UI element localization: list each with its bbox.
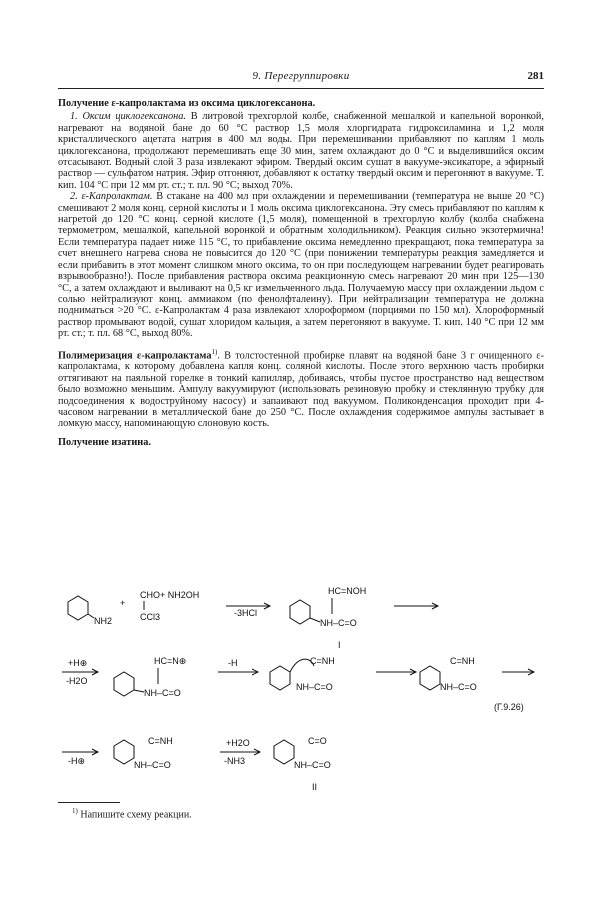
c-nh-label-3: C=NH: [148, 736, 173, 746]
ring-iminoisatin: [114, 740, 134, 764]
nh2oh-label: + NH2OH: [160, 590, 200, 600]
nh-co-label-1: NH–C=O: [320, 618, 357, 628]
header-rule: [58, 88, 544, 89]
c-o-label: C=O: [308, 736, 327, 746]
oxime-text: В литровой трехгорлой колбе, снабженной мешалкой и капельной воронкой, нагревают на водяной бане до 60 °C раствор 1,5 моля хлоргидрата гидроксиламина и 1,2 моля кристаллического ацетата натрия в 400 мл воды. При перемешивании прибавляют по каплям 1 моль циклогексанона, продолжают перемешивать еще 30 мин, затем охлаждают до 0 °C и выделившийся оксим отсасывают. Водный слой 3 раза извлекают эфиром. Твердый оксим сушат в вакууме-эксикаторе, а эфирный раствор — сульфатом натрия. Эфир отгоняют, добавляют к остатку твердый оксим и перегоняют в вакууме. Т. кип. 104 °C при 12 мм рт. ст.; т. пл. 90 °C; выход 70%.: [58, 111, 544, 191]
plus-h2o-label: +H2O: [226, 738, 250, 748]
caprolactam-label: 2. ε-Капролактам.: [70, 191, 153, 203]
polymerization-title: Полимеризация ε-капролактама: [58, 349, 212, 361]
compound-I-label: I: [338, 640, 341, 650]
nh-co-label-3: NH–C=O: [296, 682, 333, 692]
hc-noh-label: HC=NOH: [328, 586, 367, 596]
paragraph-caprolactam: [58, 191, 544, 339]
phenyl-ring-2: [114, 672, 134, 696]
section-title-isatin: Получение изатина.: [58, 436, 151, 448]
cho-label: CHO: [140, 590, 160, 600]
nh-co-label-6: NH–C=O: [294, 760, 331, 770]
aniline-ring: [68, 596, 88, 620]
equation-label: (Г.9.26): [494, 702, 524, 712]
svg-text:+: +: [120, 598, 126, 608]
minus-nh3-label: -NH3: [224, 756, 246, 766]
footnote-text: Напишите схему реакции.: [80, 809, 192, 821]
footnote-rule: [58, 802, 120, 803]
minus-3hcl-label: -3HCl: [234, 608, 258, 618]
nh2-label: NH2: [94, 616, 113, 626]
nh-co-label-2: NH–C=O: [144, 688, 181, 698]
minus-h-plus-label: -H⊕: [68, 756, 86, 766]
ring-intermediate-1: [270, 666, 290, 690]
minus-h-label: -H: [228, 658, 238, 668]
nh-co-label-4: NH–C=O: [440, 682, 477, 692]
polymerization-text: . В толстостенной пробирке плавят на водяной бане 3 г очищенного ε-капролактама, к которому добавлена капля конц. соляной кислоты. После этого верхнюю часть пробирки оттягивают на паяльной горелке в тонкий капилляр, добиваясь, чтобы пустое пространство над веществом было возможно меньшим. Ампулу вакуумируют (использовать резиновую пробку и стеклянную трубку для подсоединения к водоструйному насосу) и запаивают под вакуумом. Поликонденсация проходит при 4-часовом нагревании в металлической бане до 250 °C. После охлаждения содержимое ампулы застывает в ломкую массу, напоминающую слоновую кость.: [58, 349, 545, 430]
phenyl-ring-1: [290, 600, 310, 624]
ring-isatin: [274, 740, 294, 764]
nh-co-label-5: NH–C=O: [134, 760, 171, 770]
isatin-synthesis-scheme: [58, 586, 544, 800]
plus-h-label: +H⊕: [68, 658, 88, 668]
footnote: [72, 807, 192, 820]
paragraph-oxime: [58, 111, 544, 191]
section-title-caprolactam: Получение ε-капролактама из оксима циклогексанона.: [58, 98, 316, 109]
oxime-label: 1. Оксим циклогексанона.: [70, 111, 187, 123]
footnote-mark: 1): [72, 807, 78, 815]
page-number: 281: [527, 70, 544, 82]
running-title: 9. Перегруппировки: [252, 70, 350, 82]
reaction-scheme: [58, 586, 544, 800]
footnote-ref: 1): [211, 347, 218, 356]
compound-II-label: II: [312, 782, 318, 792]
paragraph-polymerization: [58, 347, 544, 430]
minus-h2o-label: -H2O: [66, 676, 88, 686]
ring-intermediate-2: [420, 666, 440, 690]
page-body: [58, 98, 544, 450]
page-header: [58, 70, 544, 86]
caprolactam-text: В стакане на 400 мл при охлаждении и перемешивании (температура не выше 20 °C) смешивают 2 моля конц. серной кислоты и 1 моль оксима циклогексанона. Эту смесь прибавляют по каплям к нагретой до 120 °C конц. серной кислоте (1,5 моля), помещенной в трехгорлую колбу (колба снабжена термометром, мешалкой, капельной воронкой и обратным холодильником). Реакция сильно экзотермична! Если температура падает ниже 115 °C, то прибавление оксима немедленно прекращают, пока температура за счет внешнего нагрева снова не повысится до 120 °C (при понижении температуры реакция замедляется и если прибавить в этот момент слишком много оксима, то он при последующем нагревании будет реагировать взрывообразно!). После прибавления раствора оксима реакционную смесь нагревают 20 мин при 125—130 °C, а затем охлаждают и выливают на 0,5 кг измельченного льда. Получаемую массу при охлаждении льдом с солью нейтрализуют конц. аммиаком (по фенолфталеину). При нейтрализации температура не должна подниматься >20 °C. ε-Капролактам 4 раза извлекают хлороформом (порциями по 150 мл). Хлороформный раствор промывают водой, сушат хлоридом кальция, а затем перегоняют в вакууме. Т. кип. 140 °C при 12 мм рт. ст.; т. пл. 68 °C, выход 80%.: [58, 191, 545, 340]
hc-n-plus-label: HC=N⊕: [154, 656, 187, 666]
c-nh-label-1: C=NH: [310, 656, 335, 666]
ccl3-label: CCl3: [140, 612, 161, 622]
c-nh-label-2: C=NH: [450, 656, 475, 666]
